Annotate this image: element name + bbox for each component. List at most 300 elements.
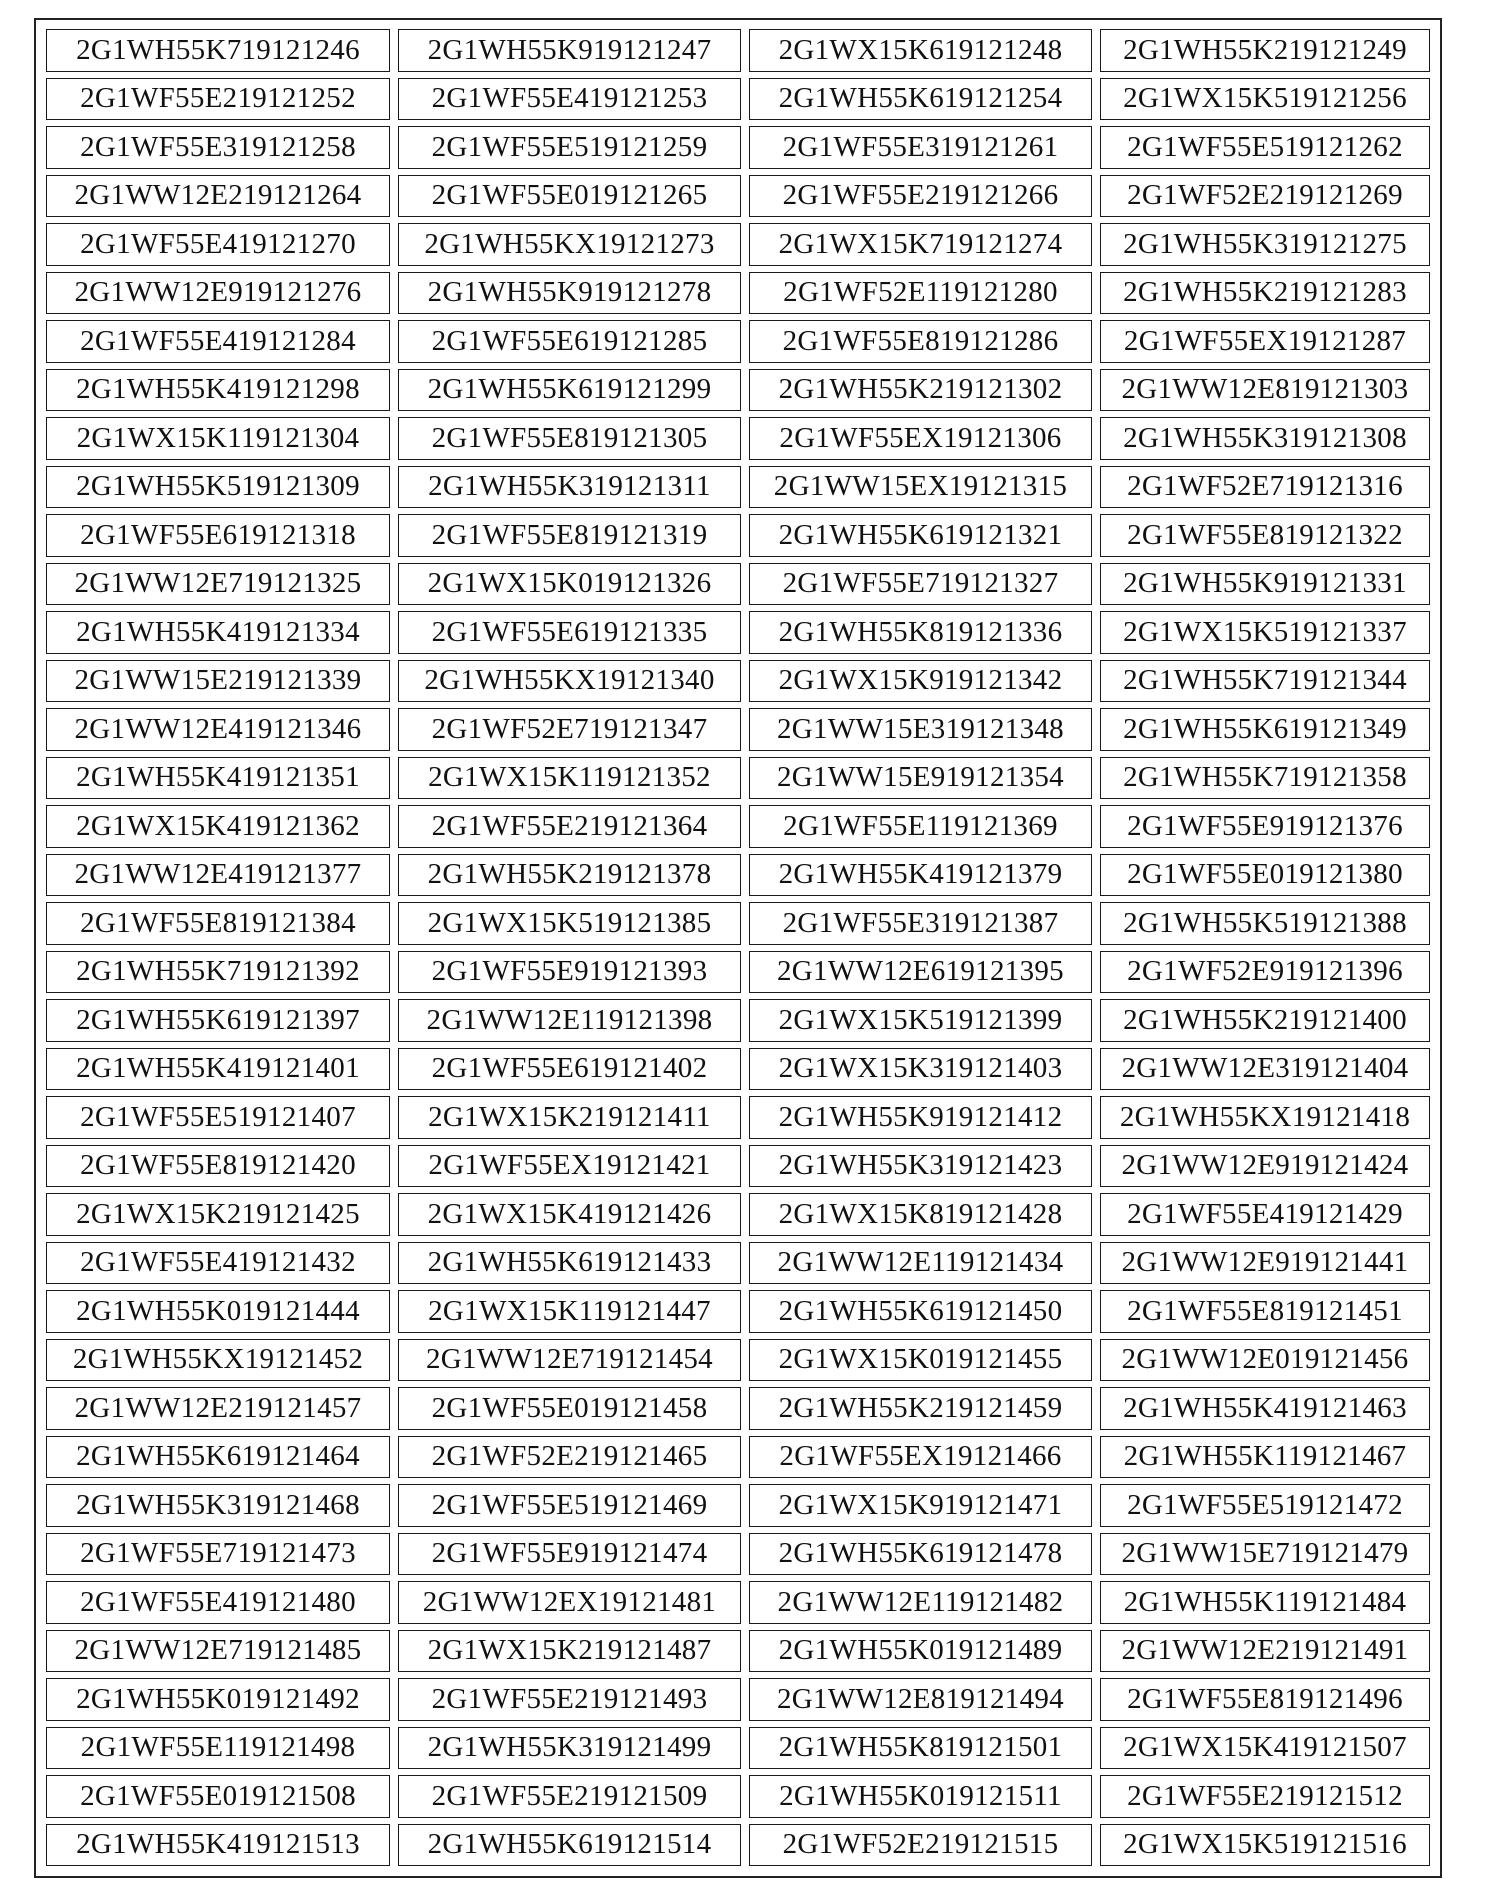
table-cell (42, 1821, 394, 1870)
vin-number: 2G1WX15K219121487 (398, 1630, 741, 1673)
vin-number: 2G1WH55K319121499 (398, 1727, 741, 1770)
vin-number: 2G1WH55K619121254 (749, 78, 1092, 121)
table-cell (394, 1627, 745, 1676)
table-cell (394, 1384, 745, 1433)
table-cell (42, 560, 394, 609)
vin-number: 2G1WW12E419121346 (46, 708, 390, 751)
vin-number: 2G1WX15K119121304 (46, 417, 390, 460)
table-cell (1096, 1772, 1434, 1821)
vin-number: 2G1WF55E919121376 (1100, 805, 1430, 848)
vin-number: 2G1WH55K619121321 (749, 514, 1092, 557)
vin-number: 2G1WX15K419121507 (1100, 1727, 1430, 1770)
table-cell (745, 1675, 1096, 1724)
vin-number: 2G1WF55E519121469 (398, 1484, 741, 1527)
vin-number: 2G1WW12E219121264 (46, 175, 390, 218)
vin-number: 2G1WF55E819121451 (1100, 1290, 1430, 1333)
vin-number: 2G1WF55E319121258 (46, 126, 390, 169)
vin-number: 2G1WW15E219121339 (46, 660, 390, 703)
table-cell (394, 1190, 745, 1239)
table-cell (394, 220, 745, 269)
table-cell (42, 75, 394, 124)
vin-number: 2G1WX15K019121326 (398, 563, 741, 606)
table-cell (394, 1675, 745, 1724)
vin-number: 2G1WF55E619121402 (398, 1048, 741, 1091)
table-cell (1096, 1675, 1434, 1724)
table-cell (1096, 1433, 1434, 1482)
table-cell (1096, 75, 1434, 124)
vin-number: 2G1WX15K519121337 (1100, 611, 1430, 654)
vin-number: 2G1WF55E319121261 (749, 126, 1092, 169)
vin-number: 2G1WX15K919121471 (749, 1484, 1092, 1527)
vin-number: 2G1WX15K319121403 (749, 1048, 1092, 1091)
table-cell (394, 1578, 745, 1627)
vin-number: 2G1WH55K519121388 (1100, 902, 1430, 945)
table-cell (745, 269, 1096, 318)
vin-number: 2G1WF52E919121396 (1100, 951, 1430, 994)
vin-number: 2G1WH55K719121344 (1100, 660, 1430, 703)
vin-number: 2G1WW12E219121491 (1100, 1630, 1430, 1673)
vin-number: 2G1WH55K619121514 (398, 1824, 741, 1867)
vin-number: 2G1WF55E819121496 (1100, 1678, 1430, 1721)
table-cell (745, 414, 1096, 463)
table-cell (745, 1287, 1096, 1336)
table-cell (394, 657, 745, 706)
table-cell (745, 851, 1096, 900)
vin-number: 2G1WH55K719121246 (46, 29, 390, 72)
vin-number: 2G1WF55E619121335 (398, 611, 741, 654)
vin-number: 2G1WW12E219121457 (46, 1387, 390, 1430)
vin-number: 2G1WF55E719121327 (749, 563, 1092, 606)
table-cell (394, 1481, 745, 1530)
vin-number: 2G1WF55E519121407 (46, 1096, 390, 1139)
table-cell (42, 1627, 394, 1676)
vin-number: 2G1WF55E419121480 (46, 1581, 390, 1624)
table-cell (745, 1336, 1096, 1385)
vin-number: 2G1WX15K219121411 (398, 1096, 741, 1139)
table-cell (745, 1481, 1096, 1530)
table-cell (1096, 1530, 1434, 1579)
table-cell (1096, 560, 1434, 609)
vin-number: 2G1WW15E719121479 (1100, 1533, 1430, 1576)
table-cell (745, 366, 1096, 415)
table-cell (745, 123, 1096, 172)
table-cell (394, 1336, 745, 1385)
vin-number: 2G1WH55KX19121418 (1100, 1096, 1430, 1139)
vin-number: 2G1WH55K019121511 (749, 1775, 1092, 1818)
vin-number: 2G1WH55K619121464 (46, 1436, 390, 1479)
vin-number: 2G1WH55K319121423 (749, 1145, 1092, 1188)
vin-number: 2G1WF55E019121508 (46, 1775, 390, 1818)
table-cell (394, 1724, 745, 1773)
vin-number: 2G1WF55E419121253 (398, 78, 741, 121)
table-cell (42, 608, 394, 657)
vin-number: 2G1WF55E519121472 (1100, 1484, 1430, 1527)
vin-number: 2G1WH55K419121351 (46, 757, 390, 800)
table-cell (394, 1433, 745, 1482)
vin-number: 2G1WF55E619121318 (46, 514, 390, 557)
table-cell (42, 1093, 394, 1142)
table-cell (42, 1142, 394, 1191)
table-cell (1096, 414, 1434, 463)
table-cell (1096, 1578, 1434, 1627)
table-cell (42, 414, 394, 463)
vin-number: 2G1WW12E119121434 (749, 1242, 1092, 1285)
vin-number: 2G1WH55K019121492 (46, 1678, 390, 1721)
table-cell (42, 1675, 394, 1724)
vin-number: 2G1WF55E919121393 (398, 951, 741, 994)
vin-number: 2G1WX15K419121362 (46, 805, 390, 848)
table-cell (42, 1530, 394, 1579)
vin-number: 2G1WF52E219121515 (749, 1824, 1092, 1867)
vin-number: 2G1WX15K519121256 (1100, 78, 1430, 121)
vin-number: 2G1WH55K919121412 (749, 1096, 1092, 1139)
table-cell (1096, 1336, 1434, 1385)
table-cell (394, 996, 745, 1045)
table-cell (394, 1239, 745, 1288)
vin-number: 2G1WW12E719121485 (46, 1630, 390, 1673)
table-cell (394, 75, 745, 124)
vin-number: 2G1WX15K019121455 (749, 1339, 1092, 1382)
vin-number: 2G1WH55K319121275 (1100, 223, 1430, 266)
table-cell (1096, 802, 1434, 851)
table-cell (745, 1433, 1096, 1482)
table-cell (42, 705, 394, 754)
table-cell (745, 172, 1096, 221)
table-cell (42, 463, 394, 512)
table-cell (1096, 948, 1434, 997)
vin-number: 2G1WH55K219121249 (1100, 29, 1430, 72)
vin-number: 2G1WF55E019121458 (398, 1387, 741, 1430)
vin-number: 2G1WF55EX19121466 (749, 1436, 1092, 1479)
table-cell (1096, 1481, 1434, 1530)
vin-number: 2G1WH55K119121484 (1100, 1581, 1430, 1624)
table-cell (394, 1821, 745, 1870)
vin-number: 2G1WW15EX19121315 (749, 466, 1092, 509)
vin-number: 2G1WF55EX19121287 (1100, 320, 1430, 363)
table-cell (1096, 511, 1434, 560)
table-cell (745, 1772, 1096, 1821)
vin-number: 2G1WH55K819121501 (749, 1727, 1092, 1770)
vin-number: 2G1WW12E319121404 (1100, 1048, 1430, 1091)
table-cell (745, 75, 1096, 124)
vin-number: 2G1WF55E819121420 (46, 1145, 390, 1188)
table-cell (42, 26, 394, 75)
vin-number: 2G1WW12E919121276 (46, 272, 390, 315)
table-cell (394, 560, 745, 609)
vin-number: 2G1WW12E819121303 (1100, 369, 1430, 412)
vin-number: 2G1WX15K719121274 (749, 223, 1092, 266)
table-cell (1096, 705, 1434, 754)
vin-number: 2G1WH55K619121450 (749, 1290, 1092, 1333)
vin-table (42, 26, 1434, 1870)
table-cell (42, 1724, 394, 1773)
table-cell (1096, 463, 1434, 512)
table-cell (1096, 172, 1434, 221)
vin-number: 2G1WW12E719121454 (398, 1339, 741, 1382)
table-cell (745, 948, 1096, 997)
table-cell (394, 511, 745, 560)
vin-number: 2G1WW15E919121354 (749, 757, 1092, 800)
vin-number: 2G1WF55E219121364 (398, 805, 741, 848)
table-cell (745, 899, 1096, 948)
table-cell (394, 608, 745, 657)
table-cell (745, 1821, 1096, 1870)
table-cell (1096, 608, 1434, 657)
table-cell (745, 511, 1096, 560)
table-cell (745, 1142, 1096, 1191)
vin-number: 2G1WH55K419121298 (46, 369, 390, 412)
vin-number: 2G1WW12E419121377 (46, 854, 390, 897)
table-cell (42, 1287, 394, 1336)
table-cell (745, 1190, 1096, 1239)
vin-number: 2G1WF55E819121286 (749, 320, 1092, 363)
table-cell (42, 1045, 394, 1094)
vin-number: 2G1WF55E819121384 (46, 902, 390, 945)
table-cell (394, 1772, 745, 1821)
vin-number: 2G1WH55K919121278 (398, 272, 741, 315)
vin-number: 2G1WW12E719121325 (46, 563, 390, 606)
table-cell (1096, 851, 1434, 900)
table-cell (745, 1045, 1096, 1094)
table-cell (42, 220, 394, 269)
table-cell (394, 26, 745, 75)
table-cell (42, 1384, 394, 1433)
vin-number: 2G1WF55E719121473 (46, 1533, 390, 1576)
vin-number: 2G1WH55K219121283 (1100, 272, 1430, 315)
table-cell (394, 1045, 745, 1094)
vin-number: 2G1WF52E119121280 (749, 272, 1092, 315)
vin-number: 2G1WX15K119121447 (398, 1290, 741, 1333)
vin-number: 2G1WH55K919121331 (1100, 563, 1430, 606)
vin-number: 2G1WF55E819121319 (398, 514, 741, 557)
table-cell (394, 1142, 745, 1191)
table-cell (745, 1627, 1096, 1676)
vin-number: 2G1WH55K619121349 (1100, 708, 1430, 751)
table-cell (394, 366, 745, 415)
vin-number: 2G1WH55K419121334 (46, 611, 390, 654)
vin-number: 2G1WF52E219121269 (1100, 175, 1430, 218)
table-cell (42, 1481, 394, 1530)
vin-number: 2G1WF55E919121474 (398, 1533, 741, 1576)
table-cell (1096, 1821, 1434, 1870)
vin-number: 2G1WH55KX19121273 (398, 223, 741, 266)
vin-number: 2G1WW15E319121348 (749, 708, 1092, 751)
table-cell (1096, 899, 1434, 948)
table-cell (1096, 1239, 1434, 1288)
vin-number: 2G1WF55E219121509 (398, 1775, 741, 1818)
vin-number: 2G1WH55K719121392 (46, 951, 390, 994)
vin-number: 2G1WW12E919121424 (1100, 1145, 1430, 1188)
vin-number: 2G1WF55E319121387 (749, 902, 1092, 945)
table-cell (42, 366, 394, 415)
table-cell (394, 1093, 745, 1142)
vin-number: 2G1WH55K019121444 (46, 1290, 390, 1333)
table-cell (42, 1336, 394, 1385)
table-cell (394, 754, 745, 803)
table-cell (745, 463, 1096, 512)
vin-number: 2G1WX15K919121342 (749, 660, 1092, 703)
vin-number: 2G1WF55E119121369 (749, 805, 1092, 848)
vin-number: 2G1WF55E219121493 (398, 1678, 741, 1721)
table-cell (42, 802, 394, 851)
vin-number: 2G1WH55K619121433 (398, 1242, 741, 1285)
table-cell (1096, 1190, 1434, 1239)
table-cell (1096, 1142, 1434, 1191)
table-cell (394, 463, 745, 512)
vin-number: 2G1WF52E219121465 (398, 1436, 741, 1479)
vin-number: 2G1WF55E519121262 (1100, 126, 1430, 169)
vin-number: 2G1WF55E119121498 (46, 1727, 390, 1770)
table-cell (394, 948, 745, 997)
table-cell (1096, 220, 1434, 269)
table-cell (745, 996, 1096, 1045)
table-cell (745, 317, 1096, 366)
table-cell (42, 123, 394, 172)
table-cell (394, 317, 745, 366)
table-cell (745, 220, 1096, 269)
table-cell (42, 754, 394, 803)
vin-number: 2G1WH55K419121513 (46, 1824, 390, 1867)
vin-number: 2G1WF55E819121305 (398, 417, 741, 460)
vin-number: 2G1WH55K219121378 (398, 854, 741, 897)
table-cell (745, 657, 1096, 706)
vin-number: 2G1WW12E019121456 (1100, 1339, 1430, 1382)
table-cell (1096, 1627, 1434, 1676)
table-cell (42, 317, 394, 366)
vin-number: 2G1WH55K819121336 (749, 611, 1092, 654)
vin-number: 2G1WF55E219121252 (46, 78, 390, 121)
vin-number: 2G1WH55K619121397 (46, 999, 390, 1042)
table-cell (42, 1239, 394, 1288)
table-cell (1096, 1287, 1434, 1336)
table-cell (745, 608, 1096, 657)
vin-number: 2G1WH55K619121478 (749, 1533, 1092, 1576)
table-cell (42, 899, 394, 948)
table-cell (394, 123, 745, 172)
table-cell (1096, 1384, 1434, 1433)
vin-number: 2G1WH55K719121358 (1100, 757, 1430, 800)
table-cell (745, 1384, 1096, 1433)
vin-number: 2G1WW12E119121482 (749, 1581, 1092, 1624)
vin-number: 2G1WX15K119121352 (398, 757, 741, 800)
table-cell (1096, 1724, 1434, 1773)
table-cell (394, 705, 745, 754)
table-cell (394, 1287, 745, 1336)
vin-number: 2G1WH55KX19121452 (46, 1339, 390, 1382)
table-cell (394, 851, 745, 900)
vin-number: 2G1WX15K519121399 (749, 999, 1092, 1042)
vin-number: 2G1WH55K519121309 (46, 466, 390, 509)
table-cell (394, 899, 745, 948)
table-cell (42, 172, 394, 221)
table-cell (42, 1190, 394, 1239)
table-cell (42, 511, 394, 560)
vin-number: 2G1WF52E719121347 (398, 708, 741, 751)
table-cell (394, 802, 745, 851)
vin-number: 2G1WH55K319121468 (46, 1484, 390, 1527)
vin-number: 2G1WF52E719121316 (1100, 466, 1430, 509)
vin-number: 2G1WF55E019121265 (398, 175, 741, 218)
table-cell (745, 26, 1096, 75)
vin-number: 2G1WF55E819121322 (1100, 514, 1430, 557)
vin-number: 2G1WH55K019121489 (749, 1630, 1092, 1673)
vin-number: 2G1WH55KX19121340 (398, 660, 741, 703)
vin-number: 2G1WX15K519121385 (398, 902, 741, 945)
table-cell (745, 1239, 1096, 1288)
table-cell (1096, 366, 1434, 415)
vin-number: 2G1WW12E619121395 (749, 951, 1092, 994)
vin-number: 2G1WF55E019121380 (1100, 854, 1430, 897)
vin-number: 2G1WH55K219121400 (1100, 999, 1430, 1042)
vin-number: 2G1WH55K319121308 (1100, 417, 1430, 460)
table-cell (42, 1433, 394, 1482)
table-cell (745, 705, 1096, 754)
table-cell (42, 269, 394, 318)
vin-number: 2G1WH55K219121302 (749, 369, 1092, 412)
table-cell (1096, 269, 1434, 318)
vin-number: 2G1WF55EX19121421 (398, 1145, 741, 1188)
vin-number: 2G1WW12E819121494 (749, 1678, 1092, 1721)
table-cell (394, 414, 745, 463)
vin-number: 2G1WF55EX19121306 (749, 417, 1092, 460)
table-cell (42, 657, 394, 706)
vin-number: 2G1WF55E419121270 (46, 223, 390, 266)
vin-number: 2G1WF55E419121284 (46, 320, 390, 363)
vin-number: 2G1WH55K419121379 (749, 854, 1092, 897)
table-cell (745, 1578, 1096, 1627)
vin-table-frame (34, 18, 1442, 1878)
vin-number: 2G1WX15K419121426 (398, 1193, 741, 1236)
vin-number: 2G1WW12E919121441 (1100, 1242, 1430, 1285)
vin-number: 2G1WF55E219121266 (749, 175, 1092, 218)
vin-number: 2G1WF55E519121259 (398, 126, 741, 169)
table-cell (1096, 996, 1434, 1045)
vin-number: 2G1WX15K619121248 (749, 29, 1092, 72)
table-cell (1096, 317, 1434, 366)
table-cell (42, 1772, 394, 1821)
table-cell (1096, 754, 1434, 803)
vin-number: 2G1WX15K819121428 (749, 1193, 1092, 1236)
vin-number: 2G1WH55K419121463 (1100, 1387, 1430, 1430)
table-cell (745, 1724, 1096, 1773)
vin-number: 2G1WW12E119121398 (398, 999, 741, 1042)
table-cell (42, 1578, 394, 1627)
vin-number: 2G1WH55K319121311 (398, 466, 741, 509)
table-cell (745, 560, 1096, 609)
table-cell (394, 1530, 745, 1579)
vin-number: 2G1WH55K619121299 (398, 369, 741, 412)
vin-number: 2G1WH55K419121401 (46, 1048, 390, 1091)
table-cell (745, 1093, 1096, 1142)
table-cell (394, 172, 745, 221)
table-cell (745, 754, 1096, 803)
vin-number: 2G1WH55K119121467 (1100, 1436, 1430, 1479)
vin-number: 2G1WH55K219121459 (749, 1387, 1092, 1430)
table-cell (42, 948, 394, 997)
vin-number: 2G1WH55K919121247 (398, 29, 741, 72)
table-cell (42, 851, 394, 900)
vin-number: 2G1WF55E219121512 (1100, 1775, 1430, 1818)
table-cell (1096, 26, 1434, 75)
vin-number: 2G1WX15K519121516 (1100, 1824, 1430, 1867)
vin-number: 2G1WF55E619121285 (398, 320, 741, 363)
table-cell (1096, 123, 1434, 172)
table-cell (1096, 1045, 1434, 1094)
table-cell (1096, 1093, 1434, 1142)
vin-number: 2G1WF55E419121432 (46, 1242, 390, 1285)
vin-number: 2G1WW12EX19121481 (398, 1581, 741, 1624)
vin-number: 2G1WF55E419121429 (1100, 1193, 1430, 1236)
